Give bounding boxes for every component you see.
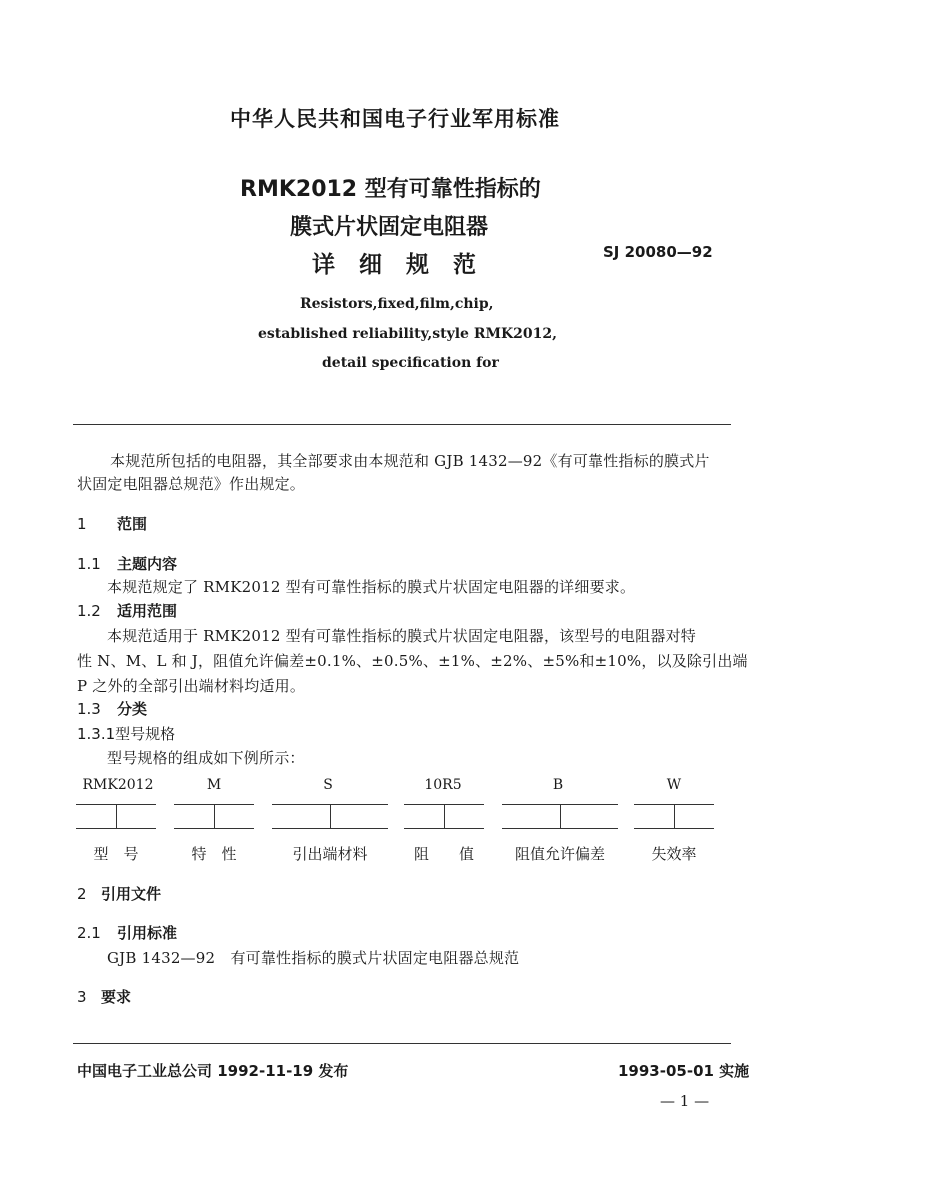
- intro-line1: 本规范所包括的电阻器，其全部要求由本规范和 GJB 1432—92《有可靠性指标的膜式片: [110, 452, 710, 470]
- english-title-line1: Resistors,fixed,film,chip,: [300, 296, 494, 312]
- header-title: 中华人民共和国电子行业军用标准: [230, 107, 560, 131]
- section-title: 分类: [117, 700, 148, 718]
- model-tick: [330, 804, 331, 828]
- model-line-bottom: [76, 828, 156, 829]
- model-code-tolerance: B: [552, 777, 564, 793]
- english-title-line2: established reliability,style RMK2012,: [258, 326, 557, 342]
- section-title: 引用文件: [101, 885, 162, 903]
- model-line-bottom: [634, 828, 714, 829]
- section-number: 1: [77, 515, 87, 533]
- effective-date: 1993-05-01 实施: [618, 1062, 750, 1080]
- model-label-type: 型 号: [93, 845, 139, 863]
- header-divider: [73, 424, 731, 425]
- intro-line2: 状固定电阻器总规范》作出规定。: [77, 475, 306, 493]
- model-label-failure-rate: 失效率: [651, 845, 697, 863]
- model-code-failure-rate: W: [666, 777, 682, 793]
- model-line-bottom: [272, 828, 388, 829]
- model-label-characteristic: 特 性: [191, 845, 237, 863]
- model-label-tolerance: 阻值允许偏差: [514, 845, 605, 863]
- section-number: 3: [77, 988, 87, 1006]
- model-line-bottom: [404, 828, 484, 829]
- section-title: 引用标准: [117, 924, 178, 942]
- issue-date: 中国电子工业总公司 1992-11-19 发布: [77, 1062, 349, 1080]
- model-line-bottom: [174, 828, 254, 829]
- section-1-2-text-line1: 本规范适用于 RMK2012 型有可靠性指标的膜式片状固定电阻器，该型号的电阻器对特: [107, 627, 696, 645]
- model-tick: [674, 804, 675, 828]
- section-number: 1.3: [77, 700, 101, 718]
- model-code-termination: S: [323, 777, 333, 793]
- model-tick: [214, 804, 215, 828]
- section-number: 1.3.1: [77, 725, 116, 743]
- english-title-line3: detail specification for: [322, 355, 499, 371]
- model-code-series: RMK2012: [82, 777, 154, 793]
- section-title: 范围: [117, 515, 148, 533]
- footer-divider: [73, 1043, 731, 1044]
- model-line-bottom: [502, 828, 618, 829]
- section-1-2-text-line2: 性 N、M、L 和 J，阻值允许偏差±0.1%、±0.5%、±1%、±2%、±5%和±10%，以及除引出端: [77, 652, 748, 670]
- section-1-heading: [77, 513, 147, 534]
- section-title: 主题内容: [117, 555, 178, 573]
- section-1-1-text: 本规范规定了 RMK2012 型有可靠性指标的膜式片状固定电阻器的详细要求。: [107, 578, 636, 596]
- doc-title-line1: RMK2012 型有可靠性指标的: [240, 177, 541, 202]
- section-1-3-1-heading: [77, 723, 175, 744]
- model-label-termination: 引出端材料: [292, 845, 368, 863]
- model-code-resistance: 10R5: [424, 777, 462, 793]
- section-number: 2.1: [77, 924, 101, 942]
- section-number: 1.1: [77, 555, 101, 573]
- model-tick: [444, 804, 445, 828]
- doc-title-line2: 膜式片状固定电阻器: [290, 215, 489, 240]
- section-title: 型号规格: [115, 725, 176, 743]
- standard-number: SJ 20080—92: [603, 243, 713, 261]
- section-title: 要求: [101, 988, 132, 1006]
- section-1-2-text-line3: P 之外的全部引出端材料均适用。: [77, 677, 306, 695]
- section-2-1-heading: [77, 922, 177, 943]
- doc-title-line3: 详细规范: [312, 252, 500, 278]
- model-code-characteristic: M: [206, 777, 222, 793]
- section-1-3-1-text: 型号规格的组成如下例所示：: [107, 749, 305, 767]
- section-number: 1.2: [77, 602, 101, 620]
- section-1-2-heading: [77, 600, 177, 621]
- page-number: — 1 —: [660, 1092, 710, 1110]
- model-label-resistance: 阻 值: [413, 845, 474, 863]
- section-1-1-heading: [77, 553, 177, 574]
- section-3-heading: [77, 986, 131, 1007]
- reference-standard: GJB 1432—92 有可靠性指标的膜式片状固定电阻器总规范: [107, 949, 520, 967]
- section-number: 2: [77, 885, 87, 903]
- model-tick: [560, 804, 561, 828]
- section-1-3-heading: [77, 698, 147, 719]
- model-tick: [116, 804, 117, 828]
- section-2-heading: [77, 883, 161, 904]
- section-title: 适用范围: [117, 602, 178, 620]
